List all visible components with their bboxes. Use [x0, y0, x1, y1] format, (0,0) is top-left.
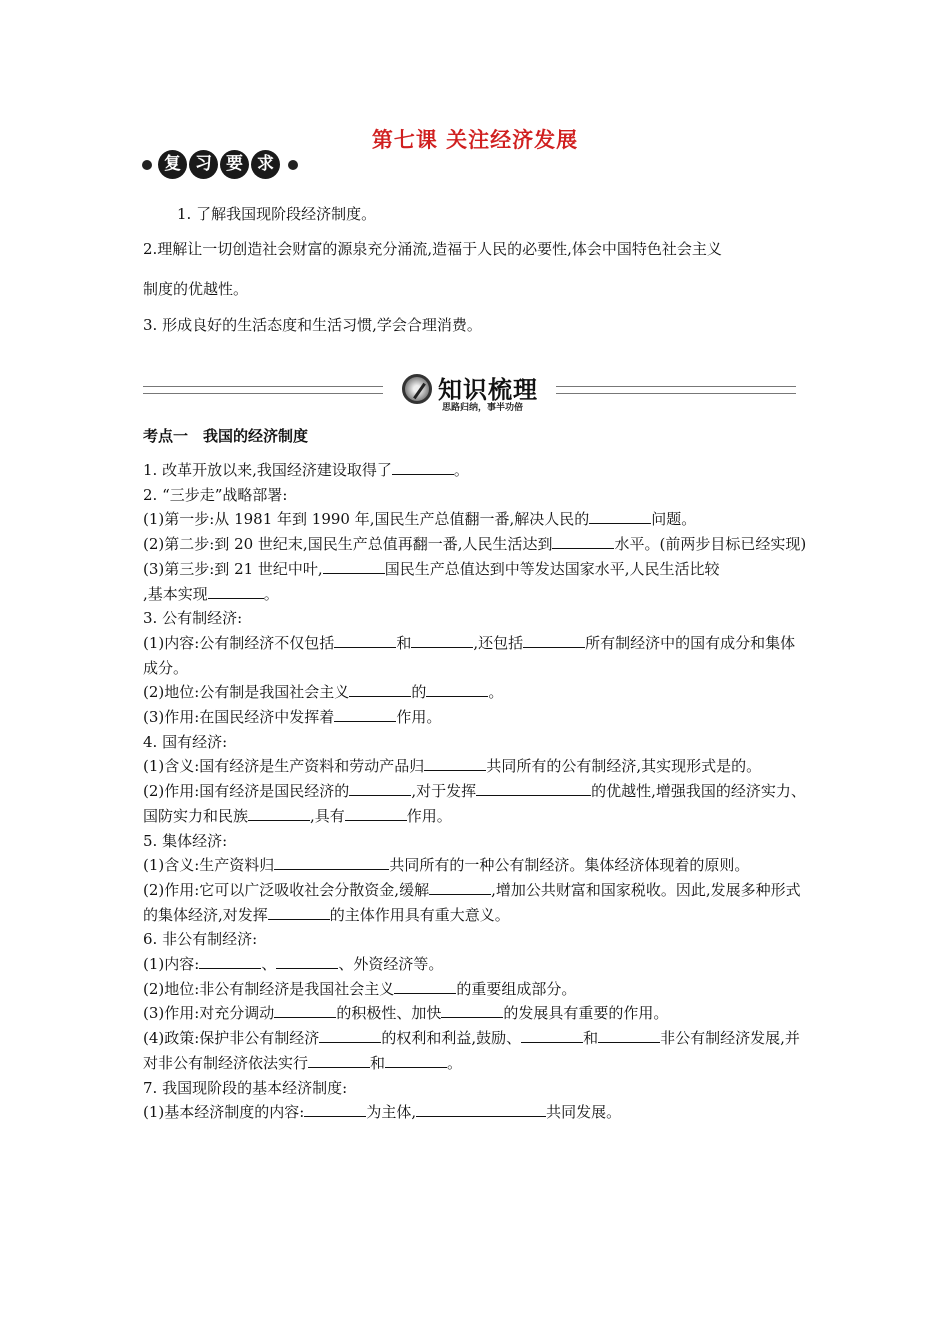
section-heading: 考点一 我国的经济制度	[143, 427, 309, 445]
divider-left	[143, 386, 383, 394]
fill-blank[interactable]	[429, 879, 491, 895]
compass-icon	[402, 374, 432, 404]
item-2-3: (3)第三步:到 21 世纪中叶, 国民生产总值达到中等发达国家水平,人民生活比较 ,基本实现 。	[143, 559, 720, 603]
item-6-2: (2)地位:非公有制经济是我国社会主义 的重要组成部分。	[143, 979, 577, 998]
item-3-3: (3)作用:在国民经济中发挥着 作用。	[143, 708, 442, 727]
item-5: 5. 集体经济:	[143, 831, 228, 850]
knowledge-content	[143, 458, 809, 1125]
badge-dot-right-icon	[288, 160, 298, 170]
knowledge-title: 知识梳理	[438, 376, 538, 404]
item-2-1: (1)第一步:从 1981 年到 1990 年,国民生产总值翻一番,解决人民的 问题。	[143, 510, 697, 529]
divider-right	[556, 386, 796, 394]
item-3-2: (2)地位:公有制是我国社会主义 的 。	[143, 683, 504, 702]
item-3: 3. 公有制经济:	[143, 609, 243, 628]
fill-blank[interactable]	[323, 558, 385, 574]
fill-blank[interactable]	[589, 508, 651, 524]
item-3-1: (1)内容:公有制经济不仅包括 和 ,还包括 所有制经济中的国有成分和集体成分。	[143, 633, 796, 677]
fill-blank[interactable]	[424, 755, 486, 771]
fill-blank[interactable]	[308, 1052, 370, 1068]
badge-char: 要	[220, 150, 249, 179]
requirement-1: 1. 了解我国现阶段经济制度。	[177, 205, 377, 223]
item-2-2: (2)第二步:到 20 世纪末,国民生产总值再翻一番,人民生活达到 水平。(前两步目标已经实现)	[143, 535, 807, 554]
fill-blank[interactable]	[199, 953, 261, 969]
fill-blank[interactable]	[276, 953, 338, 969]
item-7: 7. 我国现阶段的基本经济制度:	[143, 1078, 348, 1097]
fill-blank[interactable]	[319, 1027, 381, 1043]
requirement-2: 2.理解让一切创造社会财富的源泉充分涌流,造福于人民的必要性,体会中国特色社会主义	[143, 240, 722, 258]
item-6: 6. 非公有制经济:	[143, 930, 258, 949]
fill-blank[interactable]	[208, 583, 264, 599]
badge-char: 复	[158, 150, 187, 179]
fill-blank[interactable]	[523, 632, 585, 648]
badge-char: 习	[189, 150, 218, 179]
item-6-1: (1)内容: 、 、外资经济等。	[143, 955, 444, 974]
fill-blank[interactable]	[416, 1101, 546, 1117]
item-4-1: (1)含义:国有经济是生产资料和劳动产品归 共同所有的公有制经济,其实现形式是的。	[143, 757, 762, 776]
fill-blank[interactable]	[552, 533, 614, 549]
fill-blank[interactable]	[248, 805, 310, 821]
badge-dot-left-icon	[142, 160, 152, 170]
item-6-4: (4)政策:保护非公有制经济 的权利和利益,鼓励、 和 非公有制经济发展,并对非公有制经济依法实行 和 。	[143, 1029, 800, 1072]
fill-blank[interactable]	[598, 1027, 660, 1043]
fill-blank[interactable]	[345, 805, 407, 821]
review-requirements-badge	[142, 150, 298, 180]
fill-blank[interactable]	[394, 978, 456, 994]
item-1: 1. 改革开放以来,我国经济建设取得了 。	[143, 461, 469, 479]
fill-blank[interactable]	[304, 1101, 366, 1117]
fill-blank[interactable]	[441, 1002, 503, 1018]
item-5-2: (2)作用:它可以广泛吸收社会分散资金,缓解 ,增加公共财富和国家税收。因此,发展多种形式的集体经济,对发挥 的主体作用具有重大意义。	[143, 880, 801, 924]
fill-blank[interactable]	[411, 632, 473, 648]
fill-blank[interactable]	[334, 632, 396, 648]
knowledge-badge	[400, 370, 550, 414]
fill-blank[interactable]	[521, 1027, 583, 1043]
requirement-3: 3. 形成良好的生活态度和生活习惯,学会合理消费。	[143, 316, 482, 334]
item-6-3: (3)作用:对充分调动 的积极性、加快 的发展具有重要的作用。	[143, 1004, 669, 1023]
badge-char: 求	[251, 150, 280, 179]
requirement-2-cont: 制度的优越性。	[143, 280, 249, 298]
fill-blank[interactable]	[268, 904, 330, 920]
item-4: 4. 国有经济:	[143, 732, 228, 751]
fill-blank[interactable]	[274, 854, 389, 870]
item-5-1: (1)含义:生产资料归 共同所有的一种公有制经济。集体经济体现着的原则。	[143, 856, 750, 875]
item-4-2: (2)作用:国有经济是国民经济的 ,对于发挥 的优越性,增强我国的经济实力、国防实力和民族 ,具有 作用。	[143, 782, 806, 825]
item-7-1: (1)基本经济制度的内容: 为主体, 共同发展。	[143, 1103, 622, 1122]
item-2: 2. “三步走”战略部署:	[143, 485, 288, 504]
fill-blank[interactable]	[334, 706, 396, 722]
fill-blank[interactable]	[349, 780, 411, 796]
fill-blank[interactable]	[349, 681, 411, 697]
fill-blank[interactable]	[426, 681, 488, 697]
fill-blank[interactable]	[274, 1002, 336, 1018]
fill-blank[interactable]	[476, 780, 591, 796]
knowledge-subtitle: 思路归纳，事半功倍	[442, 403, 524, 413]
fill-blank[interactable]	[385, 1052, 447, 1068]
page-title: 第七课 关注经济发展	[371, 128, 579, 152]
fill-blank[interactable]	[392, 459, 454, 475]
